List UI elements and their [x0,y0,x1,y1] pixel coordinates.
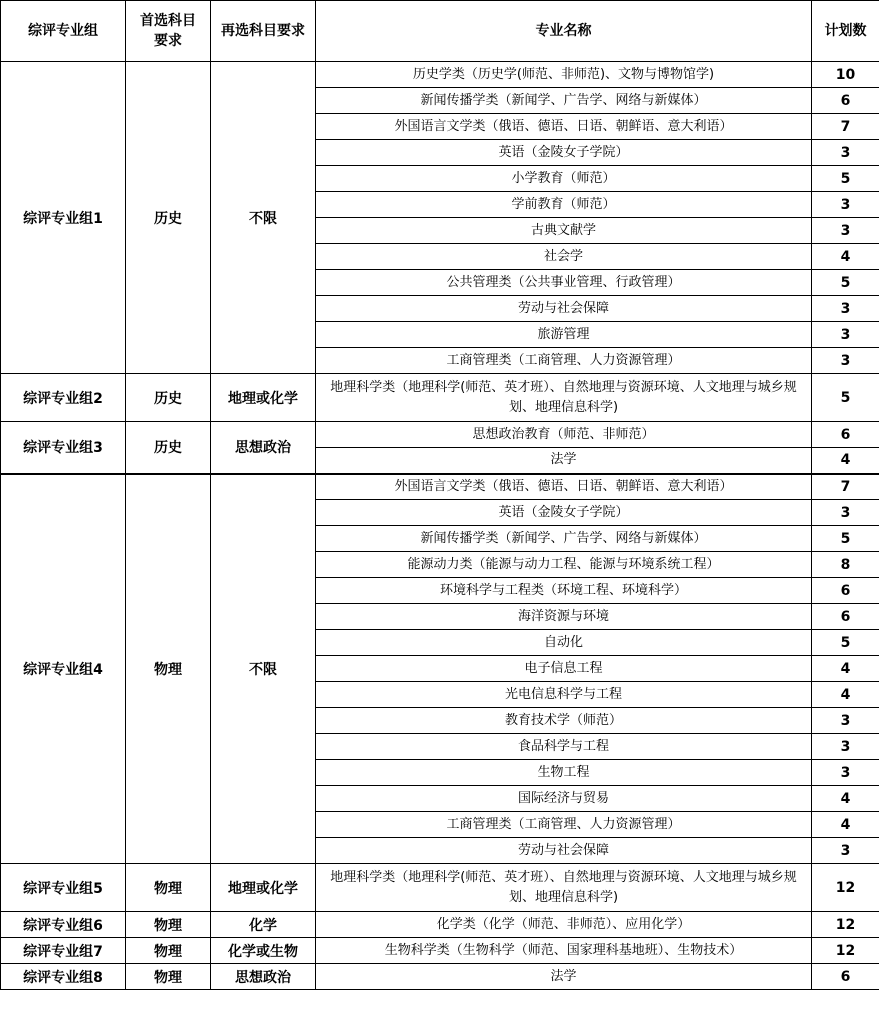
header-plan: 计划数 [812,1,879,62]
group-name-cell: 综评专业组7 [1,938,126,964]
table-header [1,1,879,62]
table-row [1,864,879,912]
plan-count-cell: 5 [812,270,879,296]
plan-count-cell: 4 [812,656,879,682]
table-row [1,964,879,990]
second-subject-cell: 思想政治 [211,964,316,990]
second-subject-cell: 化学或生物 [211,938,316,964]
plan-count-cell: 5 [812,526,879,552]
plan-count-cell: 7 [812,114,879,140]
group-name-cell: 综评专业组6 [1,912,126,938]
plan-count-cell: 12 [812,938,879,964]
second-subject-cell: 思想政治 [211,422,316,474]
major-name-cell: 劳动与社会保障 [316,296,812,322]
header-major: 专业名称 [316,1,812,62]
group-name-cell: 综评专业组5 [1,864,126,912]
first-subject-cell: 历史 [126,62,211,374]
plan-count-cell: 10 [812,62,879,88]
second-subject-cell: 地理或化学 [211,864,316,912]
major-name-cell: 电子信息工程 [316,656,812,682]
plan-count-cell: 12 [812,912,879,938]
major-name-cell: 自动化 [316,630,812,656]
major-name-cell: 公共管理类（公共事业管理、行政管理） [316,270,812,296]
first-subject-cell: 历史 [126,374,211,422]
plan-count-cell: 7 [812,474,879,500]
major-name-cell: 历史学类（历史学(师范、非师范)、文物与博物馆学) [316,62,812,88]
group-name-cell: 综评专业组1 [1,62,126,374]
plan-count-cell: 6 [812,578,879,604]
second-subject-cell: 不限 [211,474,316,864]
major-name-cell: 生物科学类（生物科学（师范、国家理科基地班）、生物技术） [316,938,812,964]
first-subject-cell: 物理 [126,964,211,990]
group-name-cell: 综评专业组3 [1,422,126,474]
plan-count-cell: 3 [812,838,879,864]
major-name-cell: 新闻传播学类（新闻学、广告学、网络与新媒体） [316,88,812,114]
major-name-cell: 外国语言文学类（俄语、德语、日语、朝鲜语、意大利语） [316,114,812,140]
first-subject-cell: 物理 [126,864,211,912]
plan-count-cell: 3 [812,322,879,348]
major-name-cell: 学前教育（师范） [316,192,812,218]
plan-count-cell: 3 [812,140,879,166]
plan-count-cell: 4 [812,448,879,474]
major-name-cell: 外国语言文学类（俄语、德语、日语、朝鲜语、意大利语） [316,474,812,500]
header-second-subject: 再选科目要求 [211,1,316,62]
plan-count-cell: 3 [812,296,879,322]
major-name-cell: 地理科学类（地理科学(师范、英才班）、自然地理与资源环境、人文地理与城乡规划、地理信息科学) [316,864,812,912]
plan-count-cell: 6 [812,604,879,630]
table-row [1,938,879,964]
plan-count-cell: 4 [812,812,879,838]
table-row [1,474,879,500]
first-subject-cell: 物理 [126,474,211,864]
major-name-cell: 旅游管理 [316,322,812,348]
plan-count-cell: 3 [812,708,879,734]
first-subject-cell: 物理 [126,938,211,964]
table-row [1,374,879,422]
major-name-cell: 劳动与社会保障 [316,838,812,864]
group-name-cell: 综评专业组8 [1,964,126,990]
group-name-cell: 综评专业组4 [1,474,126,864]
major-name-cell: 食品科学与工程 [316,734,812,760]
second-subject-cell: 不限 [211,62,316,374]
plan-count-cell: 4 [812,244,879,270]
table-row [1,422,879,448]
plan-count-cell: 3 [812,734,879,760]
major-name-cell: 英语（金陵女子学院） [316,140,812,166]
major-name-cell: 工商管理类（工商管理、人力资源管理） [316,348,812,374]
table-body [1,62,879,990]
plan-count-cell: 4 [812,786,879,812]
plan-count-cell: 5 [812,374,879,422]
major-name-cell: 生物工程 [316,760,812,786]
major-name-cell: 海洋资源与环境 [316,604,812,630]
major-name-cell: 教育技术学（师范） [316,708,812,734]
plan-count-cell: 5 [812,166,879,192]
plan-count-cell: 12 [812,864,879,912]
table-row [1,912,879,938]
major-name-cell: 工商管理类（工商管理、人力资源管理） [316,812,812,838]
major-name-cell: 化学类（化学（师范、非师范）、应用化学） [316,912,812,938]
plan-count-cell: 3 [812,192,879,218]
major-name-cell: 环境科学与工程类（环境工程、环境科学） [316,578,812,604]
second-subject-cell: 地理或化学 [211,374,316,422]
second-subject-cell: 化学 [211,912,316,938]
major-name-cell: 法学 [316,448,812,474]
major-name-cell: 国际经济与贸易 [316,786,812,812]
major-name-cell: 英语（金陵女子学院） [316,500,812,526]
plan-count-cell: 4 [812,682,879,708]
major-name-cell: 古典文献学 [316,218,812,244]
table-row [1,62,879,88]
plan-count-cell: 5 [812,630,879,656]
major-name-cell: 社会学 [316,244,812,270]
header-first-subject: 首选科目要求 [126,1,211,62]
header-group: 综评专业组 [1,1,126,62]
plan-count-cell: 6 [812,422,879,448]
plan-count-cell: 3 [812,500,879,526]
group-name-cell: 综评专业组2 [1,374,126,422]
plan-count-cell: 6 [812,88,879,114]
first-subject-cell: 历史 [126,422,211,474]
major-name-cell: 光电信息科学与工程 [316,682,812,708]
plan-count-cell: 3 [812,760,879,786]
major-name-cell: 能源动力类（能源与动力工程、能源与环境系统工程） [316,552,812,578]
plan-count-cell: 8 [812,552,879,578]
first-subject-cell: 物理 [126,912,211,938]
major-name-cell: 新闻传播学类（新闻学、广告学、网络与新媒体） [316,526,812,552]
plan-count-cell: 3 [812,348,879,374]
major-name-cell: 思想政治教育（师范、非师范） [316,422,812,448]
major-name-cell: 地理科学类（地理科学(师范、英才班）、自然地理与资源环境、人文地理与城乡规划、地理信息科学) [316,374,812,422]
plan-count-cell: 3 [812,218,879,244]
major-name-cell: 法学 [316,964,812,990]
plan-count-cell: 6 [812,964,879,990]
major-name-cell: 小学教育（师范） [316,166,812,192]
